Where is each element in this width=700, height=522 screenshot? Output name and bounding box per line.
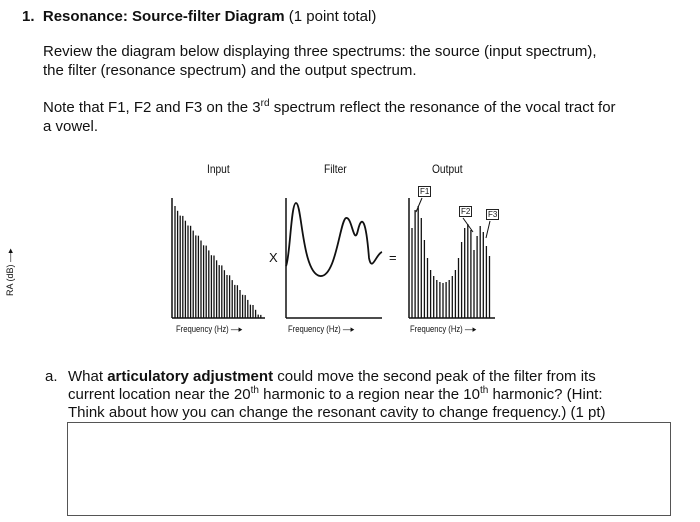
answer-textbox[interactable] xyxy=(67,422,671,516)
equals-operator: = xyxy=(389,250,397,265)
x-axis-label-output: Frequency (Hz) —▸ xyxy=(410,324,477,334)
intro-paragraph xyxy=(43,42,673,80)
diagram-graphics xyxy=(150,158,520,348)
note-paragraph xyxy=(43,98,673,136)
panel-label-output: Output xyxy=(432,162,463,176)
intro-line-1: Review the diagram below displaying three spectrums: the source (input spectrum), xyxy=(43,43,597,60)
question-title xyxy=(22,8,376,25)
subq-line2a: current location near the 20 xyxy=(68,386,251,403)
note-part-2: spectrum reflect the resonance of the vocal tract for xyxy=(269,99,616,116)
panel-label-input: Input xyxy=(207,162,230,176)
question-number: 1. xyxy=(22,8,35,25)
subquestion-label: a. xyxy=(45,368,58,385)
multiply-operator: X xyxy=(269,250,278,265)
question-points: (1 point total) xyxy=(288,8,377,25)
subq-sup-2: th xyxy=(479,385,489,396)
formant-f1-label: F1 xyxy=(420,187,430,196)
source-filter-diagram xyxy=(150,158,520,348)
subq-text-1: What xyxy=(68,368,108,385)
note-line-2: a vowel. xyxy=(43,118,99,135)
x-axis-label-input: Frequency (Hz) —▸ xyxy=(176,324,243,334)
x-axis-label-filter: Frequency (Hz) —▸ xyxy=(288,324,355,334)
subq-line2b: harmonic to a region near the 10 xyxy=(258,386,480,403)
note-sup: rd xyxy=(260,98,270,109)
intro-line-2: the filter (resonance spectrum) and the output spectrum. xyxy=(43,62,417,79)
formant-f1-pointer xyxy=(416,198,422,212)
filter-resonance-curve xyxy=(286,203,382,276)
subq-line3: Think about how you can change the resonant cavity to change frequency.) (1 pt) xyxy=(68,404,606,421)
formant-f2-label: F2 xyxy=(461,207,471,216)
note-part-1: Note that F1, F2 and F3 on the 3 xyxy=(43,99,261,116)
subq-text-2: could move the second peak of the filter from its xyxy=(273,368,596,385)
formant-f3-label: F3 xyxy=(488,210,498,219)
panel-label-filter: Filter xyxy=(324,162,347,176)
subq-sup-1: th xyxy=(250,385,259,396)
y-axis-label: RA (dB) —▸ xyxy=(5,248,15,296)
subq-bold: articulatory adjustment xyxy=(107,368,274,385)
subq-line2c: harmonic? (Hint: xyxy=(488,386,603,403)
formant-f3-pointer xyxy=(486,221,490,238)
question-heading: Resonance: Source-filter Diagram xyxy=(42,8,285,25)
